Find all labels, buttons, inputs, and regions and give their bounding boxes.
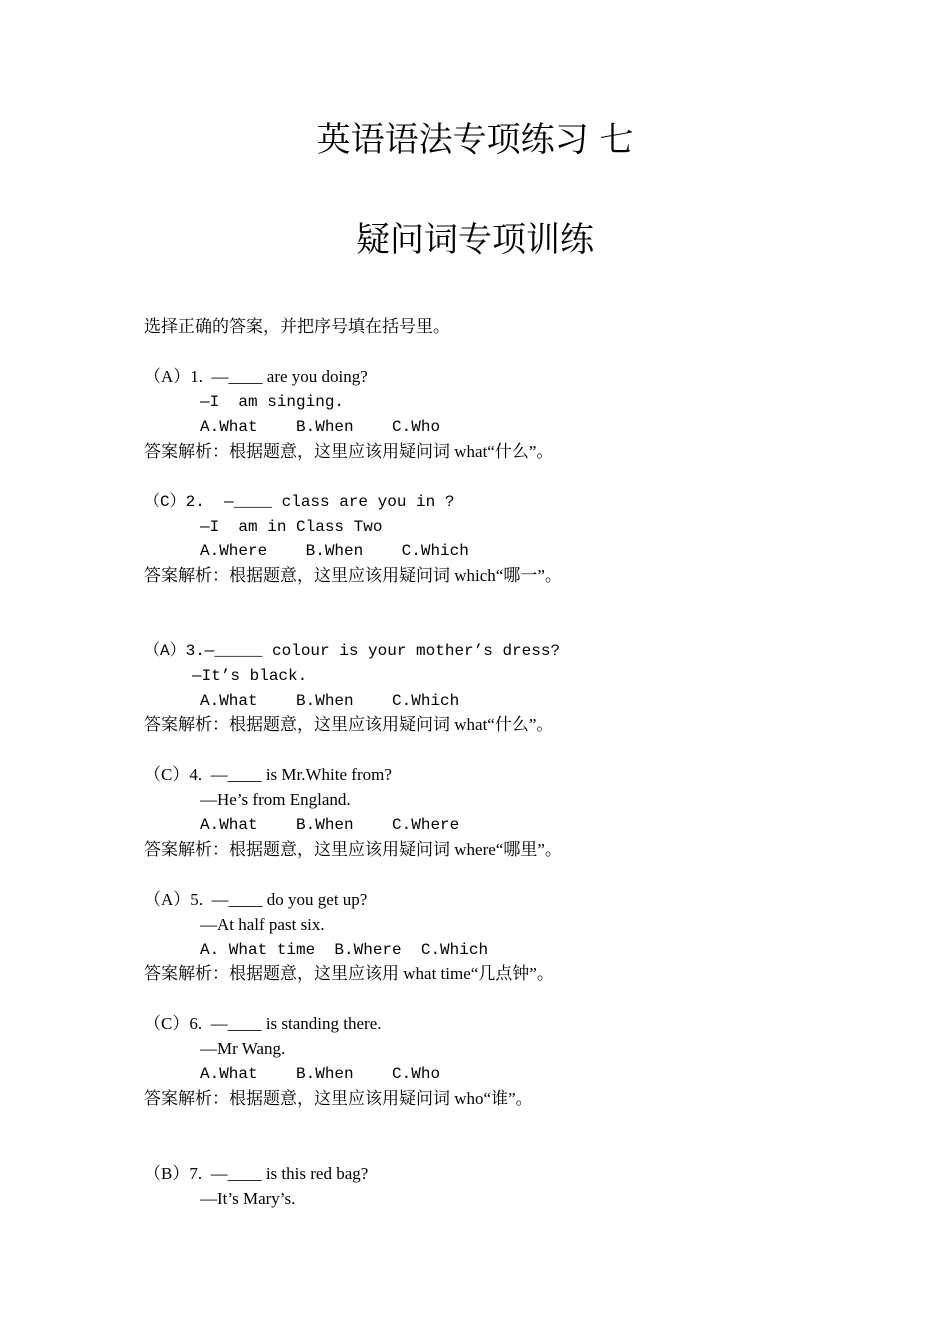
page-subtitle: 疑问词专项训练: [356, 220, 594, 260]
options-line: A.What B.When C.Where: [200, 816, 460, 834]
explanation-line: 答案解析：根据题意，这里应该用疑问词 which“哪一”。: [144, 566, 562, 585]
answer-line: —I am singing.: [200, 393, 345, 411]
question-line: （C）4. —____ is Mr.White from?: [144, 765, 392, 784]
question-line: （A）1. —____ are you doing?: [144, 367, 368, 386]
answer-line: —Mr Wang.: [200, 1039, 286, 1058]
options-line: A.What B.When C.Who: [200, 1065, 441, 1083]
question-line: （B）7. —____ is this red bag?: [144, 1164, 369, 1183]
explanation-line: 答案解析：根据题意，这里应该用疑问词 who“谁”。: [144, 1089, 533, 1108]
answer-line: —He’s from England.: [200, 790, 351, 809]
answer-line: —It’s Mary’s.: [200, 1189, 296, 1208]
question-line: （A）5. —____ do you get up?: [144, 890, 368, 909]
instruction: 选择正确的答案，并把序号填在括号里。: [144, 317, 450, 336]
answer-line: —I am in Class Two: [200, 518, 383, 536]
question-line: （C）2. —____ class are you in ?: [144, 493, 455, 511]
page-title: 英语语法专项练习 七: [316, 120, 634, 160]
explanation-line: 答案解析：根据题意，这里应该用疑问词 what“什么”。: [144, 442, 554, 461]
options-line: A. What time B.Where C.Which: [200, 941, 489, 959]
options-line: A.Where B.When C.Which: [200, 542, 469, 560]
answer-line: —It’s black.: [192, 667, 308, 685]
answer-line: —At half past six.: [200, 915, 325, 934]
question-line: （C）6. —____ is standing there.: [144, 1014, 382, 1033]
explanation-line: 答案解析：根据题意，这里应该用疑问词 what“什么”。: [144, 715, 554, 734]
question-line: （A）3.—_____ colour is your mother’s dress?: [144, 642, 561, 660]
options-line: A.What B.When C.Which: [200, 692, 460, 710]
explanation-line: 答案解析：根据题意，这里应该用 what time“几点钟”。: [144, 964, 554, 983]
explanation-line: 答案解析：根据题意，这里应该用疑问词 where“哪里”。: [144, 840, 562, 859]
options-line: A.What B.When C.Who: [200, 418, 441, 436]
